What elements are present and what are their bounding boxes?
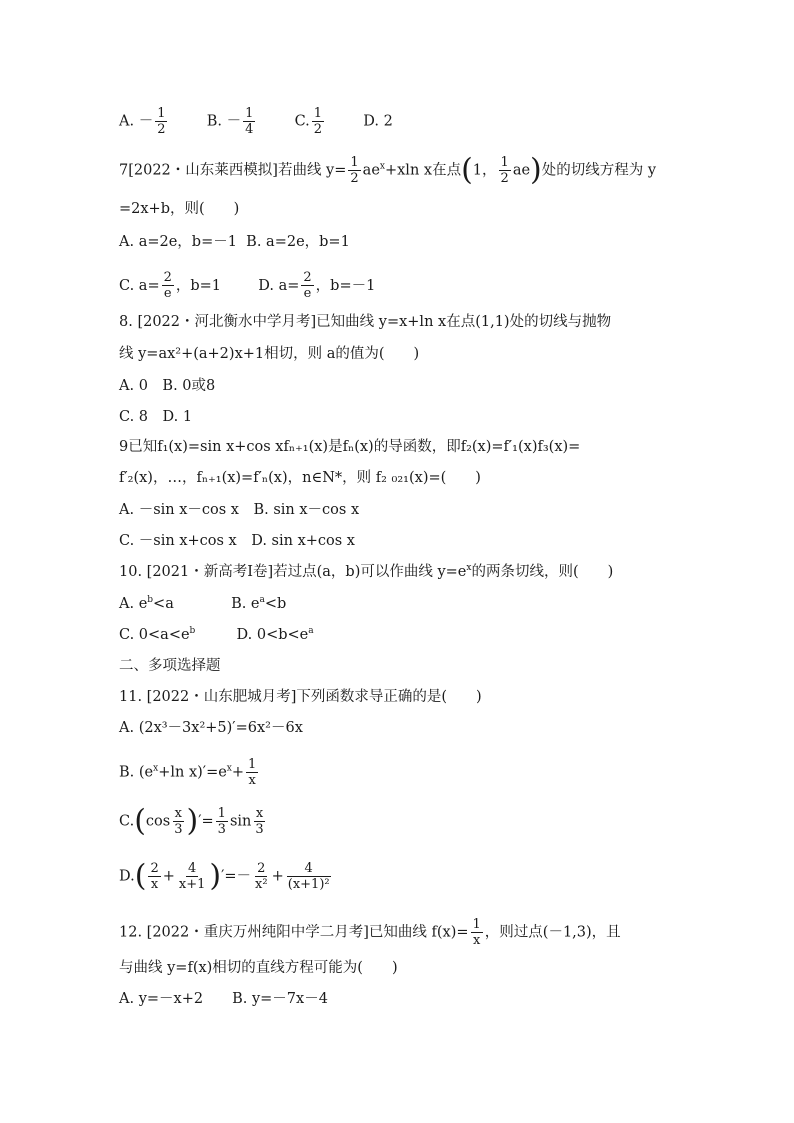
q6-options: A. － $\frac{1}{2}$ B. － $\frac{1}{4}$ C. $\frac{1}{2}$ D. 2 <box>119 106 393 137</box>
q8-options-ab: A. 0 B. 0或8 <box>119 378 216 394</box>
q7-stem-line2: =2x+b，则( ) <box>119 201 240 217</box>
q10-options-ab <box>119 594 286 614</box>
q6-option-a-fraction: $\frac{1}{2}$ <box>157 106 166 137</box>
q9-options-ab: A. －sin x－cos x B. sin x－cos x <box>119 502 360 518</box>
q10-option-c: C. $0<a<e^b$ <box>119 626 196 643</box>
section-heading: 二、多项选择题 <box>119 658 221 674</box>
q6-option-a-label: A. <box>119 113 135 130</box>
q6-option-c-label: C. <box>294 113 310 130</box>
q11-option-d: D.( $\frac{2}{x}$ + $\frac{4}{x+1}$ )′=－ $\frac{2}{\text{x²}}$ + $\frac{4}{\text{(x+1)²}}$ <box>119 858 330 894</box>
q8-stem-line2: 线 y=ax²+(a+2)x+1相切，则 a的值为( ) <box>119 346 420 362</box>
q7-stem-line1: 7[2022・山东莱西模拟]若曲线 y= $\frac{1}{2}$ $ae^x+xln$ x在点(1， $\frac{1}{2}$ ae)处的切线方程为 y <box>119 152 657 188</box>
q11-option-b: B. ($e^x+\ln$ $x)'=e^x+$ $\frac{1}{x}$ <box>119 757 257 788</box>
q7-options-ab <box>119 232 350 252</box>
q6-option-b-label: B. <box>206 113 222 130</box>
q12-options-ab: A. y=－x+2 B. y=－7x－4 <box>119 991 328 1007</box>
q7-option-b: B. a=2e，b=1 <box>246 234 350 250</box>
q11-stem: 11. [2022・山东肥城月考]下列函数求导正确的是( ) <box>119 689 482 705</box>
q12-stem-line2: 与曲线 y=f(x)相切的直线方程可能为( ) <box>119 960 398 976</box>
q10-option-d: D. $0<b<e^a$ <box>236 626 314 643</box>
q6-option-b-fraction: $\frac{1}{4}$ <box>245 106 254 137</box>
q7-options-cd <box>119 270 375 301</box>
q10-option-a: A. $e^b<a$ <box>119 595 174 612</box>
q7-option-d: D. a= $\frac{2}{e}$ ，b=－1 <box>258 270 376 301</box>
q8-stem-line1: 8. [2022・河北衡水中学月考]已知曲线 y=x+ln x在点(1,1)处的切线与抛物 <box>119 314 612 330</box>
q11-option-a: A. (2x³－3x²+5)′=6x²－6x <box>119 720 303 736</box>
q10-stem: 10. [2021・新高考Ⅰ卷]若过点(a，b)可以作曲线 $y=e^x$的两条切线，则( ) <box>119 563 614 580</box>
q7-option-a: A. a=2e，b=－1 <box>119 234 237 250</box>
q6-option-d: D. 2 <box>363 113 393 130</box>
q9-options-cd: C. －sin x+cos x D. sin x+cos x <box>119 533 355 549</box>
q6-option-c-fraction: $\frac{1}{2}$ <box>313 106 323 137</box>
q10-options-cd <box>119 625 314 645</box>
q8-options-cd: C. 8 D. 1 <box>119 409 193 425</box>
q9-stem-line1: 9已知f₁(x)=sin x+cos xfₙ₊₁(x)是fₙ(x)的导函数，即f₂(x)=f′₁(x)f₃(x)= <box>119 439 581 455</box>
q9-stem-line2: f′₂(x)，…，fₙ₊₁(x)=f′ₙ(x)，n∈N*，则 f₂ ₀₂₁(x)=( ) <box>119 470 481 486</box>
q12-stem-line1: 12. [2022・重庆万州纯阳中学二月考]已知曲线 f(x)= $\frac{1}{x}$ ，则过点(－1,3)，且 <box>119 917 621 948</box>
q10-option-b: B. $e^a<b$ <box>231 595 287 612</box>
q7-option-c: C. a= $\frac{2}{e}$ ，b=1 <box>119 270 222 301</box>
q11-option-c: C.(cos $\frac{x}{3}$ )′= $\frac{1}{3}$ sin $\frac{x}{3}$ <box>119 803 264 839</box>
